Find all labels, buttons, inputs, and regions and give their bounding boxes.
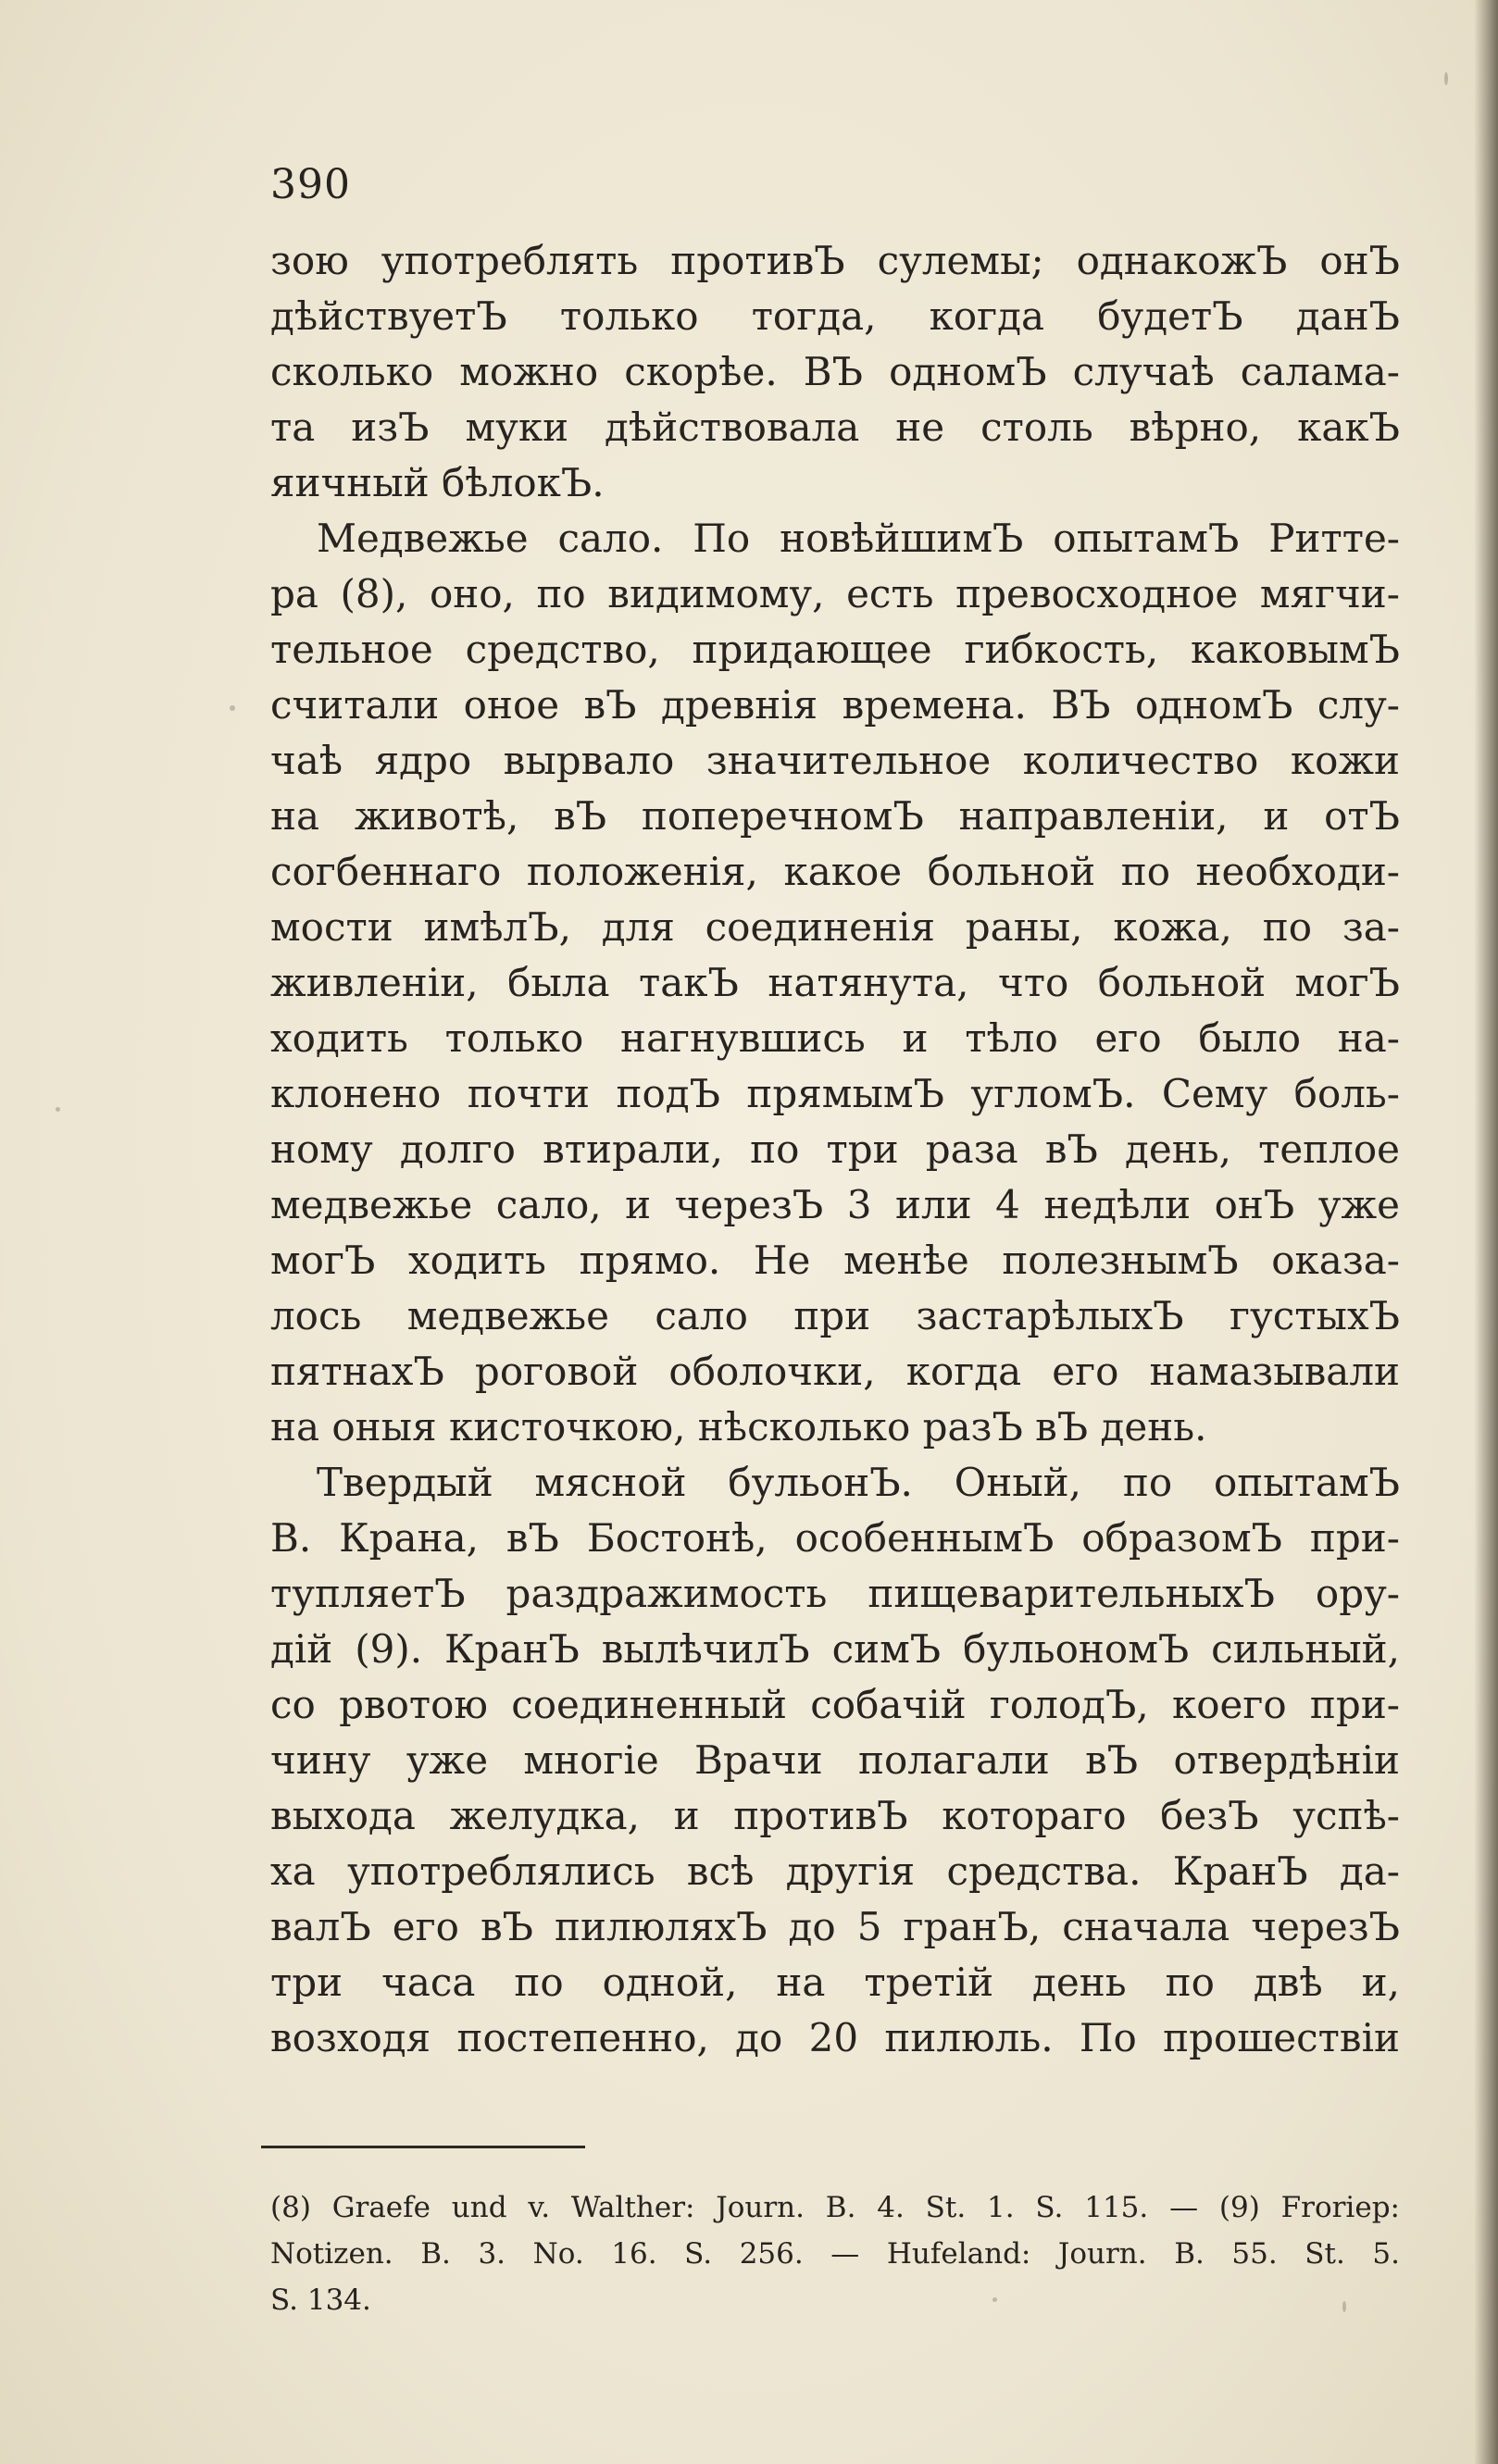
paper-speck xyxy=(1342,2301,1346,2312)
text-line: со рвотою соединенный собачій голодЪ, коего при- xyxy=(270,1682,1400,1727)
text-line: Твердый мясной бульонЪ. Оный, по опытамЪ xyxy=(317,1460,1400,1505)
footnote-line: (8) Graefe und v. Walther: Journ. B. 4. St. 1. S. 115. — (9) Froriep: xyxy=(270,2191,1400,2224)
paper-speck xyxy=(992,2297,997,2302)
text-line: согбеннаго положенія, какое больной по необходи- xyxy=(270,849,1400,894)
text-line: пятнахЪ роговой оболочки, когда его намазывали xyxy=(270,1349,1400,1394)
text-line: на животѣ, вЪ поперечномЪ направленіи, и отЪ xyxy=(270,793,1400,839)
text-line: мости имѣлЪ, для соединенія раны, кожа, по за- xyxy=(270,904,1400,950)
page-number: 390 xyxy=(270,161,351,208)
paper-speck xyxy=(1444,72,1448,85)
paper-speck xyxy=(230,705,235,711)
text-line: дѣйствуетЪ только тогда, когда будетЪ данЪ xyxy=(270,293,1400,339)
page-edge-shadow xyxy=(1474,0,1498,2464)
text-line: валЪ его вЪ пилюляхЪ до 5 гранЪ, сначала черезЪ xyxy=(270,1904,1400,1949)
text-line: тельное средство, придающее гибкость, каковымЪ xyxy=(270,627,1400,672)
text-line: В. Крана, вЪ Бостонѣ, особеннымЪ образомЪ при- xyxy=(270,1515,1400,1561)
text-line: считали оное вЪ древнія времена. ВЪ одномЪ слу- xyxy=(270,682,1400,728)
text-line: лось медвежье сало при застарѣлыхЪ густыхЪ xyxy=(270,1293,1400,1338)
text-line: на оныя кисточкою, нѣсколько разЪ вЪ день. xyxy=(270,1404,1207,1450)
body-text xyxy=(270,233,1400,2066)
text-line: яичный бѣлокЪ. xyxy=(270,460,605,505)
text-line: клонено почти подЪ прямымЪ угломЪ. Сему боль- xyxy=(270,1071,1400,1116)
footnote-line: Notizen. B. 3. No. 16. S. 256. — Hufeland: Journ. B. 55. St. 5. xyxy=(270,2237,1400,2271)
text-line: выхода желудка, и противЪ котораго безЪ успѣ- xyxy=(270,1793,1400,1838)
text-line: три часа по одной, на третій день по двѣ и, xyxy=(270,1960,1400,2005)
footnotes xyxy=(270,2184,1400,2323)
text-line: дій (9). КранЪ вылѣчилЪ симЪ бульономЪ сильный, xyxy=(270,1626,1400,1672)
text-line: та изЪ муки дѣйствовала не столь вѣрно, какЪ xyxy=(270,404,1400,450)
text-line: ра (8), оно, по видимому, есть превосходное мягчи- xyxy=(270,571,1400,616)
text-line: ха употреблялись всѣ другія средства. КранЪ да- xyxy=(270,1848,1400,1894)
text-line: медвежье сало, и черезЪ 3 или 4 недѣли онЪ уже xyxy=(270,1182,1400,1227)
text-line: ному долго втирали, по три раза вЪ день, теплое xyxy=(270,1126,1400,1172)
text-line: чину уже многіе Врачи полагали вЪ отвердѣніи xyxy=(270,1737,1400,1783)
text-line: могЪ ходить прямо. Не менѣе полезнымЪ оказа- xyxy=(270,1238,1400,1283)
paper-speck xyxy=(56,1107,60,1112)
text-line: ходить только нагнувшись и тѣло его было на- xyxy=(270,1015,1400,1061)
footnote-divider xyxy=(261,2146,585,2148)
text-line: живленіи, была такЪ натянута, что больной могЪ xyxy=(270,960,1400,1005)
text-line: зою употреблять противЪ сулемы; однакожЪ онЪ xyxy=(270,238,1400,283)
text-line: тупляетЪ раздражимость пищеварительныхЪ ору- xyxy=(270,1571,1400,1616)
text-line: Медвежье сало. По новѣйшимЪ опытамЪ Ритте- xyxy=(317,516,1400,561)
text-line: возходя постепенно, до 20 пилюль. По прошествіи xyxy=(270,2015,1400,2060)
text-line: чаѣ ядро вырвало значительное количество кожи xyxy=(270,738,1400,783)
text-line: сколько можно скорѣе. ВЪ одномЪ случаѣ салама- xyxy=(270,349,1400,394)
footnote-line: S. 134. xyxy=(270,2284,371,2317)
